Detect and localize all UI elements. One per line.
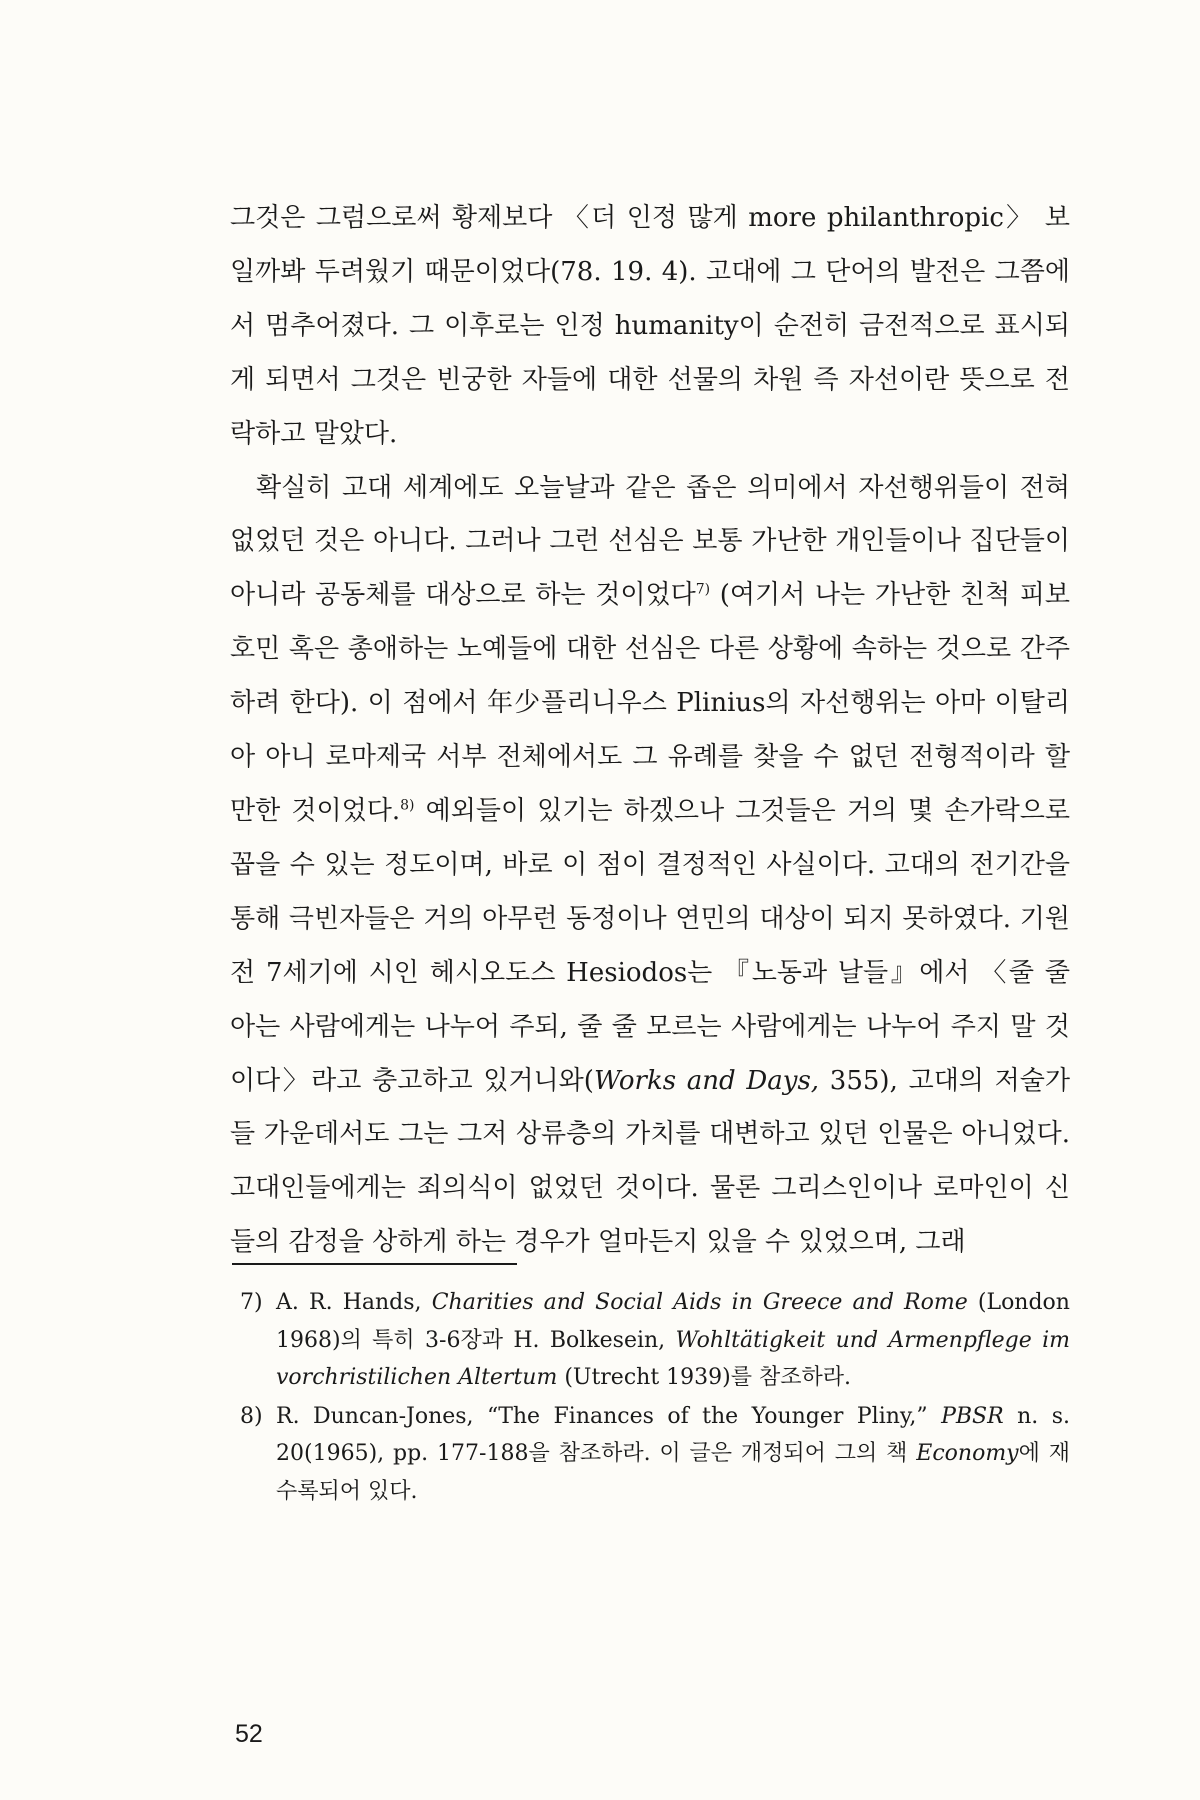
- footnote-ref-8[interactable]: 8): [400, 797, 415, 814]
- footnote-8: [240, 1398, 1070, 1511]
- footnote-text: [276, 1284, 1070, 1397]
- footnote-title-italic: Charities and Social Aids in Greece and Rome: [431, 1290, 968, 1315]
- footnote-text-segment: (London 1968)의 특히 3-6장과 H. Bolkesein,: [276, 1290, 1070, 1353]
- paragraph-2-text-d: 355), 고대의 저술가들 가운데서도 그는 그저 상류층의 가치를 대변하고 있던 인물은 아니었다. 고대인들에게는 죄의식이 없었던 것이다. 물론 그리스인이나 로마인이 신들의 감정을 상하게 하는 경우가 얼마든지 있을 수 있었으며, 그래: [230, 1065, 1070, 1258]
- footnote-author: R. Duncan-Jones, “The Finances of the Younger Pliny,”: [276, 1403, 942, 1429]
- footnote-text-segment: (Utrecht 1939)를 참조하라.: [557, 1365, 851, 1390]
- footnote-text-segment: 에 재수록되어 있다.: [276, 1441, 1070, 1504]
- footnote-author: A. R. Hands,: [276, 1290, 432, 1315]
- paragraph-1-text: 그것은 그럼으로써 황제보다 〈더 인정 많게 more philanthropic〉 보일까봐 두려웠기 때문이었다(78. 19. 4). 고대에 그 단어의 발전은 그쯤에서 멈추어졌다. 그 이후로는 인정 humanity이 순전히 금전적으로 표시되게 되면서 그것은 빈궁한 자들에 대한 선물의 차원 즉 자선이란 뜻으로 전락하고 말았다.: [230, 203, 1070, 449]
- paragraph-1: [230, 192, 1070, 462]
- footnotes: [240, 1284, 1070, 1511]
- footnote-7: [240, 1284, 1070, 1397]
- footnote-title-italic: PBSR: [941, 1403, 1004, 1429]
- work-title-italic: Works and Days,: [593, 1065, 820, 1096]
- main-text: [230, 192, 1070, 1270]
- paragraph-2-text-b: (여기서 나는 가난한 친척 피보호민 혹은 총애하는 노예들에 대한 선심은 다른 상황에 속하는 것으로 간주하려 한다). 이 점에서 年少플리니우스 Plinius의 자선행위는 아마 이탈리아 아니 로마제국 서부 전체에서도 그 유례를 찾을 수 없던 전형적이라 할 만한 것이었다.: [230, 580, 1071, 826]
- footnote-number: 7): [240, 1290, 263, 1315]
- paragraph-2-text-c: 예외들이 있기는 하겠으나 그것들은 거의 몇 손가락으로 꼽을 수 있는 정도이며, 바로 이 점이 결정적인 사실이다. 고대의 전기간을 통해 극빈자들은 거의 아무런 동정이나 연민의 대상이 되지 못하였다. 기원전 7세기에 시인 헤시오도스 Hesiodos는 『노동과 날들』에서 〈줄 줄 아는 사람에게는 나누어 주되, 줄 줄 모르는 사람에게는 나누어 주지 말 것이다〉라고 충고하고 있거니와(: [230, 795, 1070, 1096]
- paragraph-2: [230, 462, 1070, 1271]
- footnote-text: [276, 1398, 1070, 1511]
- footnote-divider: [232, 1263, 517, 1265]
- footnote-title-italic: Wohltätigkeit und Armenpflege im vorchristilichen Altertum: [276, 1327, 1070, 1390]
- footnote-number: 8): [240, 1403, 263, 1429]
- paragraph-2-text-a: 확실히 고대 세계에도 오늘날과 같은 좁은 의미에서 자선행위들이 전혀 없었던 것은 아니다. 그러나 그런 선심은 보통 가난한 개인들이나 집단들이 아니라 공동체를 대상으로 하는 것이었다: [230, 472, 1070, 611]
- footnote-ref-7[interactable]: 7): [695, 581, 711, 598]
- page-number: 52: [235, 1720, 263, 1748]
- footnote-title-italic: Economy: [916, 1441, 1019, 1466]
- footnote-text-segment: n. s. 20(1965), pp. 177-188을 참조하라. 이 글은 개정되어 그의 책: [276, 1403, 1070, 1466]
